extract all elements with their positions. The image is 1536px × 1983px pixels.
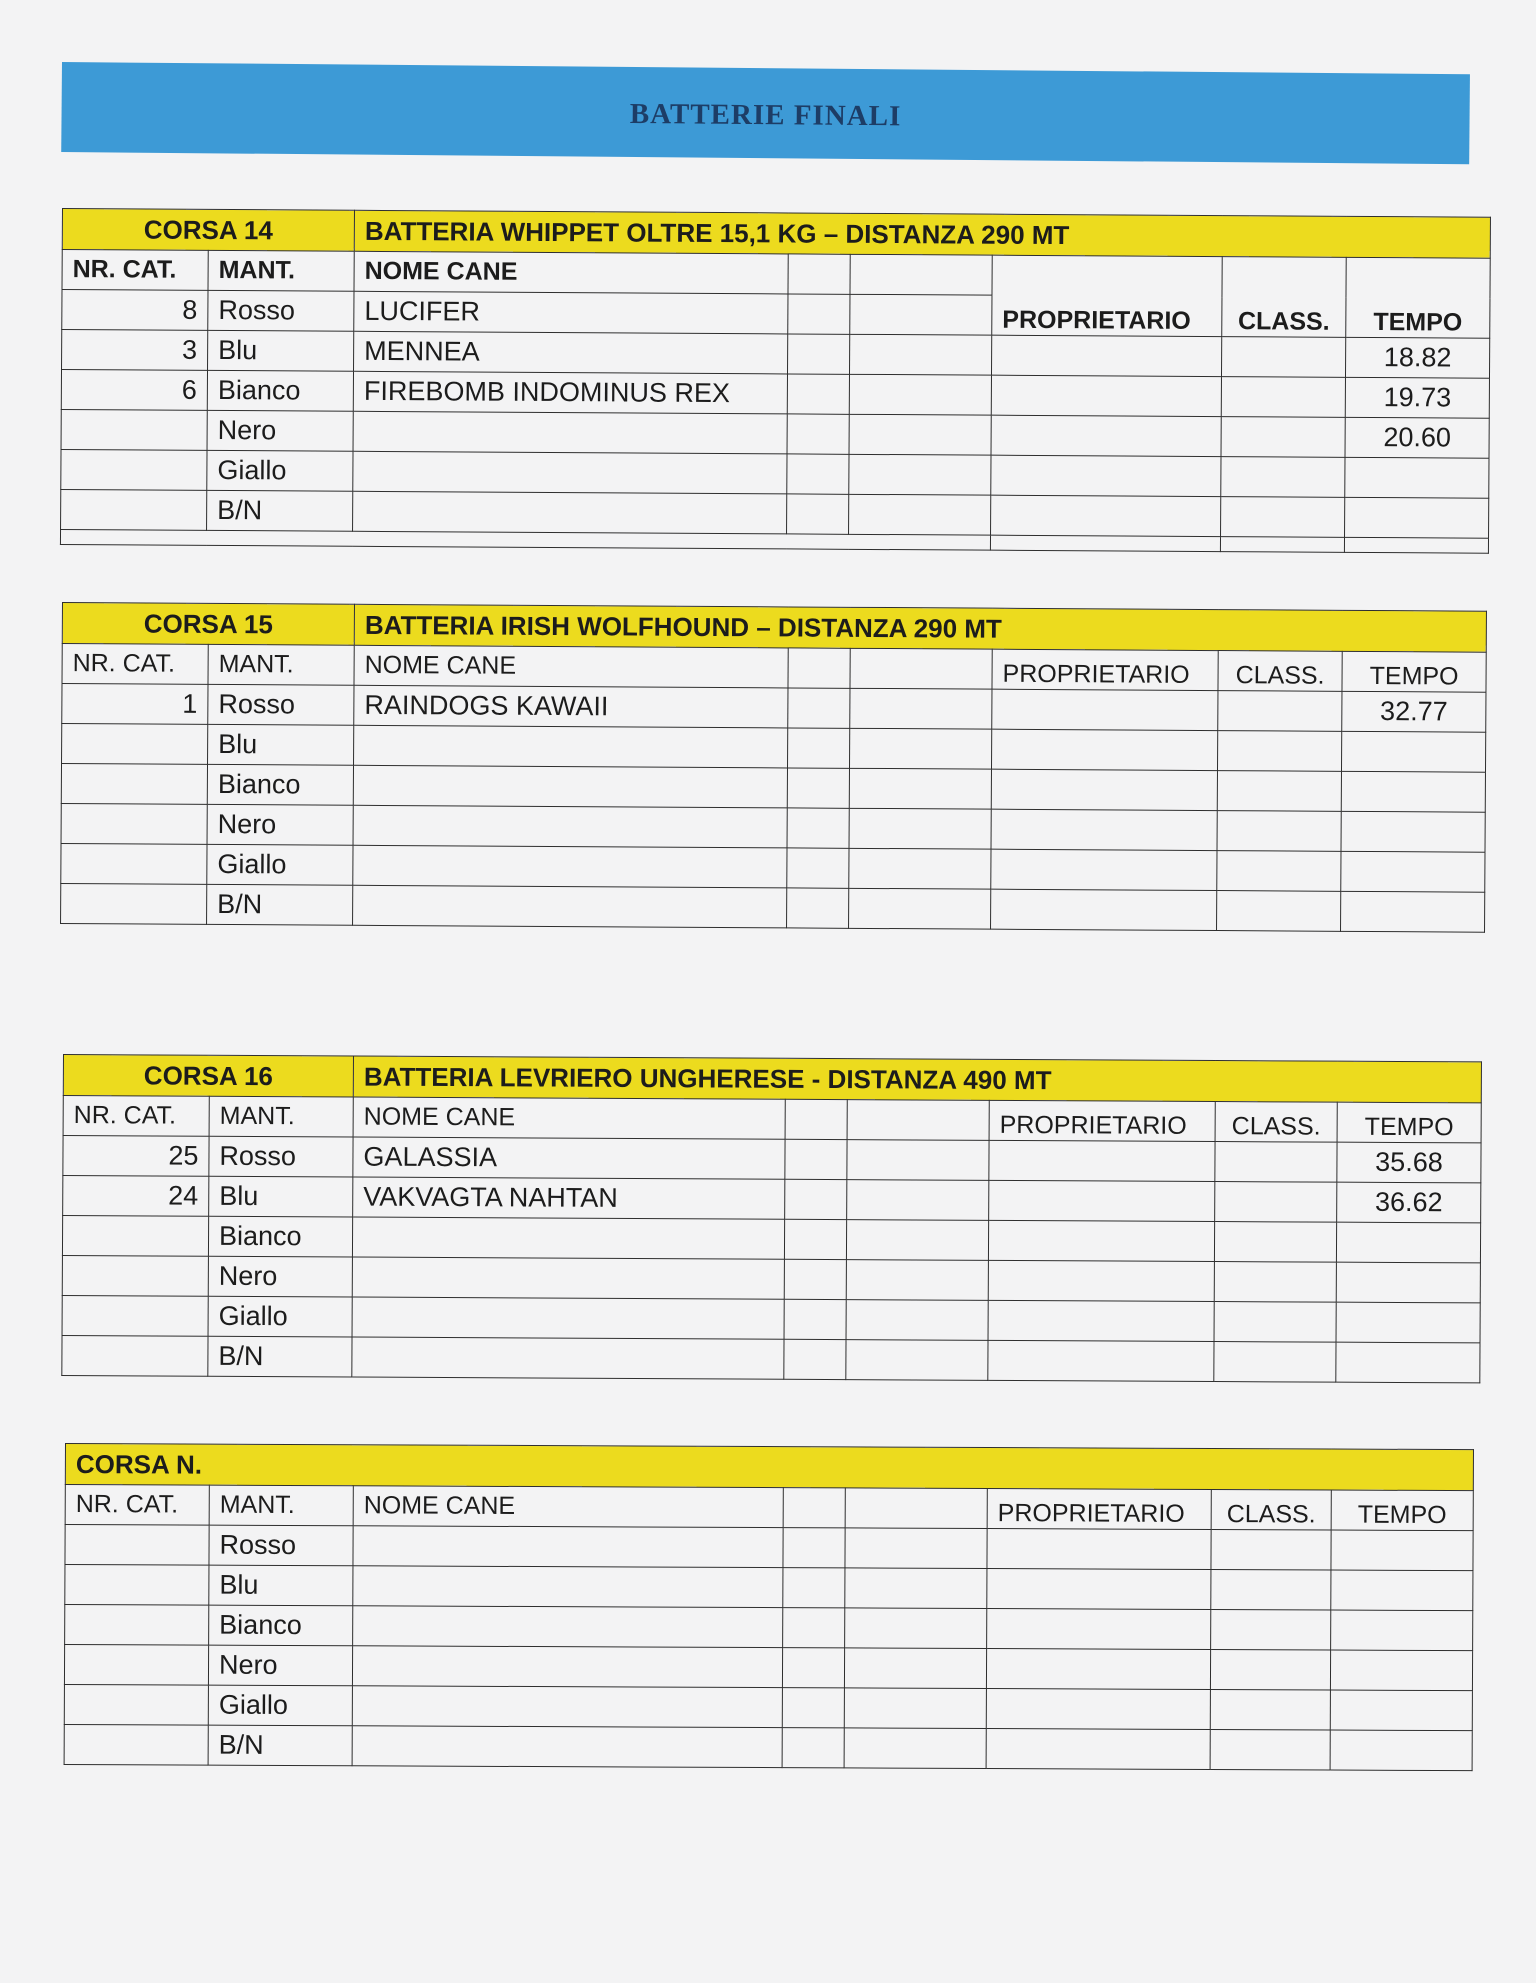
time-cell	[1342, 731, 1486, 772]
mant-cell: Bianco	[207, 370, 353, 411]
blank-cell	[849, 808, 991, 849]
class-cell	[1210, 1729, 1330, 1770]
nr-cat-cell	[62, 724, 208, 765]
title-banner	[61, 62, 1470, 164]
mant-cell: Blu	[208, 330, 354, 371]
dog-name-cell: FIREBOMB INDOMINUS REX	[353, 371, 787, 414]
dog-name-cell	[353, 411, 787, 454]
class-cell	[1211, 1570, 1331, 1611]
class-cell	[1214, 1302, 1336, 1343]
race-table-blank	[64, 1443, 1474, 1771]
owner-cell	[991, 769, 1217, 810]
mant-cell: Bianco	[209, 1605, 353, 1646]
blank-cell	[785, 1179, 847, 1219]
nr-cat-cell	[65, 1565, 209, 1606]
time-cell	[1345, 497, 1489, 538]
col-proprietario: PROPRIETARIO	[992, 649, 1218, 690]
blank-col	[788, 648, 850, 688]
blank-cell	[845, 1528, 987, 1569]
owner-cell	[988, 1300, 1214, 1341]
blank-cell	[784, 1259, 846, 1299]
nr-cat-cell	[65, 1525, 209, 1566]
blank-cell	[787, 848, 849, 888]
blank-cell	[788, 728, 850, 768]
dog-name-cell	[353, 765, 787, 808]
mant-cell: B/N	[207, 490, 353, 531]
col-nr-cat: NR. CAT.	[65, 1485, 209, 1526]
dog-name-cell: RAINDOGS KAWAII	[354, 685, 788, 728]
time-cell: 18.82	[1346, 337, 1490, 378]
nr-cat-cell	[62, 1335, 208, 1376]
class-cell	[1214, 1342, 1336, 1383]
owner-cell	[988, 1340, 1214, 1381]
class-cell	[1215, 1142, 1337, 1183]
class-cell	[1221, 417, 1345, 458]
nr-cat-cell: 6	[61, 370, 207, 411]
race-number: CORSA 14	[62, 209, 354, 252]
col-class: CLASS.	[1222, 257, 1346, 338]
blank-cell	[850, 294, 992, 335]
class-cell	[1222, 337, 1346, 378]
time-cell	[1330, 1690, 1472, 1731]
owner-cell	[987, 1609, 1211, 1650]
col-proprietario: PROPRIETARIO	[989, 1100, 1215, 1141]
owner-cell	[988, 1220, 1214, 1261]
blank-col	[785, 1099, 847, 1139]
nr-cat-cell	[62, 1295, 208, 1336]
col-mant: MANT.	[209, 1485, 353, 1526]
page-title: BATTERIE FINALI	[629, 97, 902, 132]
nr-cat-cell	[65, 1605, 209, 1646]
owner-cell	[989, 1140, 1215, 1181]
time-cell	[1336, 1342, 1480, 1383]
owner-cell	[991, 415, 1221, 456]
race-number: CORSA 15	[62, 603, 354, 646]
time-cell	[1341, 891, 1485, 932]
mant-cell: Blu	[209, 1176, 353, 1217]
class-cell	[1217, 891, 1341, 932]
blank-cell	[787, 454, 849, 494]
nr-cat-cell	[61, 883, 207, 924]
class-cell	[1214, 1262, 1336, 1303]
blank-cell	[849, 848, 991, 889]
mant-cell: Giallo	[208, 1296, 352, 1337]
nr-cat-cell	[64, 1724, 208, 1765]
dog-name-cell	[352, 1337, 784, 1379]
table-row	[64, 1684, 1472, 1730]
nr-cat-cell	[61, 489, 207, 530]
time-cell	[1336, 1302, 1480, 1343]
mant-cell: Giallo	[207, 844, 353, 885]
owner-cell	[991, 809, 1217, 850]
time-cell	[1330, 1730, 1472, 1771]
blank-cell	[847, 1140, 989, 1181]
col-nr-cat: NR. CAT.	[63, 1096, 209, 1137]
mant-cell: Rosso	[209, 1525, 353, 1566]
table-row	[65, 1525, 1473, 1571]
owner-cell	[990, 535, 1220, 551]
time-cell: 35.68	[1337, 1142, 1481, 1183]
owner-cell	[987, 1529, 1211, 1570]
nr-cat-cell: 1	[62, 684, 208, 725]
nr-cat-cell: 3	[62, 330, 208, 371]
dog-name-cell: MENNEA	[354, 331, 788, 374]
nr-cat-cell	[64, 1645, 208, 1686]
blank-cell	[784, 1339, 846, 1379]
owner-cell	[991, 889, 1217, 930]
blank-cell	[787, 768, 849, 808]
blank-cell	[783, 1528, 845, 1568]
blank-cell	[788, 334, 850, 374]
dog-name-cell	[353, 491, 787, 534]
mant-cell: Nero	[207, 410, 353, 451]
time-cell	[1331, 1530, 1473, 1571]
dog-name-cell	[353, 451, 787, 494]
mant-cell: Giallo	[208, 1685, 352, 1726]
blank-cell	[849, 414, 991, 455]
nr-cat-cell	[61, 764, 207, 805]
dog-name-cell	[353, 885, 787, 928]
class-cell	[1217, 851, 1341, 892]
col-class: CLASS.	[1218, 651, 1342, 692]
col-nome-cane: NOME CANE	[353, 1097, 785, 1139]
col-class: CLASS.	[1211, 1490, 1331, 1531]
race-table-15	[60, 602, 1487, 933]
blank-cell	[845, 1608, 987, 1649]
dog-name-cell: GALASSIA	[353, 1137, 785, 1179]
column-header-row	[65, 1485, 1473, 1531]
time-cell	[1344, 537, 1488, 553]
mant-cell: B/N	[208, 1336, 352, 1377]
mant-cell: Giallo	[207, 450, 353, 491]
dog-name-cell: LUCIFER	[354, 291, 788, 334]
blank-col	[783, 1488, 845, 1528]
owner-cell	[987, 1569, 1211, 1610]
blank-col	[850, 254, 992, 295]
mant-cell: B/N	[208, 1725, 352, 1766]
mant-cell: Rosso	[208, 684, 354, 725]
dog-name-cell: VAKVAGTA NAHTAN	[353, 1177, 785, 1219]
class-cell	[1211, 1610, 1331, 1651]
class-cell	[1218, 691, 1342, 732]
dog-name-cell	[354, 725, 788, 768]
time-cell: 20.60	[1345, 417, 1489, 458]
owner-cell	[986, 1649, 1210, 1690]
col-proprietario: PROPRIETARIO	[992, 255, 1222, 336]
blank-cell	[850, 334, 992, 375]
table-row	[64, 1645, 1472, 1691]
col-tempo: TEMPO	[1331, 1490, 1473, 1531]
nr-cat-cell	[62, 1216, 208, 1257]
blank-cell	[844, 1728, 986, 1769]
class-cell	[1221, 457, 1345, 498]
time-cell: 19.73	[1345, 377, 1489, 418]
race-number: CORSA N.	[65, 1444, 1473, 1491]
dog-name-cell	[352, 1646, 782, 1688]
owner-cell	[992, 729, 1218, 770]
time-cell	[1336, 1262, 1480, 1303]
nr-cat-cell	[61, 409, 207, 450]
owner-cell	[989, 1180, 1215, 1221]
class-cell	[1211, 1530, 1331, 1571]
col-proprietario: PROPRIETARIO	[987, 1489, 1211, 1530]
mant-cell: Rosso	[209, 1136, 353, 1177]
nr-cat-cell: 25	[63, 1136, 209, 1177]
blank-cell	[787, 808, 849, 848]
mant-cell: Bianco	[207, 764, 353, 805]
owner-cell	[992, 689, 1218, 730]
race-heat-title: BATTERIA LEVRIERO UNGHERESE - DISTANZA 490 MT	[353, 1056, 1481, 1103]
class-cell	[1218, 731, 1342, 772]
mant-cell: Nero	[207, 804, 353, 845]
blank-cell	[847, 1180, 989, 1221]
race-heat-title: BATTERIA WHIPPET OLTRE 15,1 KG – DISTANZA 290 MT	[354, 210, 1490, 258]
mant-cell: Bianco	[208, 1216, 352, 1257]
time-cell	[1331, 1570, 1473, 1611]
class-cell	[1210, 1650, 1330, 1691]
mant-cell: B/N	[207, 884, 353, 925]
blank-cell	[784, 1219, 846, 1259]
blank-cell	[844, 1688, 986, 1729]
nr-cat-cell	[61, 843, 207, 884]
dog-name-cell	[353, 1606, 783, 1648]
col-mant: MANT.	[208, 250, 354, 291]
class-cell	[1215, 1182, 1337, 1223]
blank-cell	[846, 1220, 988, 1261]
mant-cell: Rosso	[208, 290, 354, 331]
nr-cat-cell	[61, 803, 207, 844]
race-table-14	[60, 208, 1491, 554]
class-cell	[1221, 377, 1345, 418]
owner-cell	[991, 495, 1221, 536]
mant-cell: Nero	[208, 1256, 352, 1297]
col-tempo: TEMPO	[1337, 1102, 1481, 1143]
class-cell	[1214, 1222, 1336, 1263]
blank-cell	[782, 1688, 844, 1728]
time-cell	[1345, 457, 1489, 498]
time-cell	[1341, 771, 1485, 812]
owner-cell	[988, 1260, 1214, 1301]
col-nome-cane: NOME CANE	[354, 251, 788, 294]
dog-name-cell	[353, 1526, 783, 1568]
blank-cell	[844, 1648, 986, 1689]
blank-cell	[850, 728, 992, 769]
owner-cell	[991, 375, 1221, 416]
table-row	[62, 1335, 1480, 1382]
dog-name-cell	[352, 1726, 782, 1768]
class-cell	[1221, 497, 1345, 538]
time-cell	[1341, 811, 1485, 852]
blank-cell	[787, 374, 849, 414]
owner-cell	[991, 455, 1221, 496]
mant-cell: Blu	[209, 1565, 353, 1606]
time-cell	[1331, 1610, 1473, 1651]
blank-col	[788, 254, 850, 294]
dog-name-cell	[353, 805, 787, 848]
class-cell	[1210, 1690, 1330, 1731]
table-row	[64, 1724, 1472, 1770]
blank-cell	[787, 888, 849, 928]
nr-cat-cell: 8	[62, 290, 208, 331]
class-cell	[1217, 771, 1341, 812]
race-number: CORSA 16	[63, 1055, 353, 1098]
owner-cell	[991, 849, 1217, 890]
dog-name-cell	[352, 1297, 784, 1339]
blank-cell	[849, 888, 991, 929]
blank-cell	[849, 494, 991, 535]
table-row	[65, 1605, 1473, 1651]
blank-cell	[846, 1260, 988, 1301]
col-tempo: TEMPO	[1342, 651, 1486, 692]
blank-cell	[784, 1299, 846, 1339]
col-nome-cane: NOME CANE	[354, 645, 788, 688]
nr-cat-cell	[62, 1255, 208, 1296]
blank-cell	[783, 1568, 845, 1608]
blank-cell	[849, 768, 991, 809]
owner-cell	[986, 1689, 1210, 1730]
blank-cell	[787, 414, 849, 454]
blank-cell	[845, 1568, 987, 1609]
blank-cell	[788, 688, 850, 728]
dog-name-cell	[352, 1217, 784, 1259]
blank-col	[850, 648, 992, 689]
blank-cell	[846, 1300, 988, 1341]
dog-name-cell	[353, 845, 787, 888]
nr-cat-cell: 24	[63, 1176, 209, 1217]
nr-cat-cell	[64, 1684, 208, 1725]
col-mant: MANT.	[209, 1096, 353, 1137]
time-cell: 36.62	[1337, 1182, 1481, 1223]
col-nr-cat: NR. CAT.	[62, 644, 208, 685]
mant-cell: Nero	[208, 1645, 352, 1686]
nr-cat-cell	[61, 449, 207, 490]
blank-cell	[782, 1648, 844, 1688]
blank-cell	[849, 374, 991, 415]
dog-name-cell	[353, 1566, 783, 1608]
blank-cell	[782, 1728, 844, 1768]
col-class: CLASS.	[1215, 1102, 1337, 1143]
class-cell	[1220, 537, 1344, 553]
blank-col	[847, 1100, 989, 1141]
table-row	[61, 883, 1485, 932]
race-table-16	[61, 1054, 1482, 1383]
table-row	[65, 1565, 1473, 1611]
race-header	[65, 1444, 1473, 1491]
dog-name-cell	[352, 1686, 782, 1728]
blank-cell	[785, 1139, 847, 1179]
col-nome-cane: NOME CANE	[353, 1486, 783, 1528]
blank-cell	[849, 454, 991, 495]
blank-cell	[846, 1340, 988, 1381]
time-cell: 32.77	[1342, 691, 1486, 732]
time-cell	[1341, 851, 1485, 892]
blank-cell	[850, 688, 992, 729]
col-tempo: TEMPO	[1346, 257, 1491, 338]
time-cell	[1336, 1222, 1480, 1263]
blank-col	[845, 1488, 987, 1529]
col-nr-cat: NR. CAT.	[62, 250, 208, 291]
time-cell	[1330, 1650, 1472, 1691]
blank-cell	[783, 1608, 845, 1648]
col-mant: MANT.	[208, 644, 354, 685]
race-heat-title: BATTERIA IRISH WOLFHOUND – DISTANZA 290 MT	[354, 604, 1486, 652]
blank-cell	[787, 494, 849, 534]
mant-cell: Blu	[208, 724, 354, 765]
class-cell	[1217, 811, 1341, 852]
owner-cell	[986, 1729, 1210, 1770]
blank-cell	[788, 294, 850, 334]
dog-name-cell	[352, 1257, 784, 1299]
owner-cell	[992, 335, 1222, 376]
